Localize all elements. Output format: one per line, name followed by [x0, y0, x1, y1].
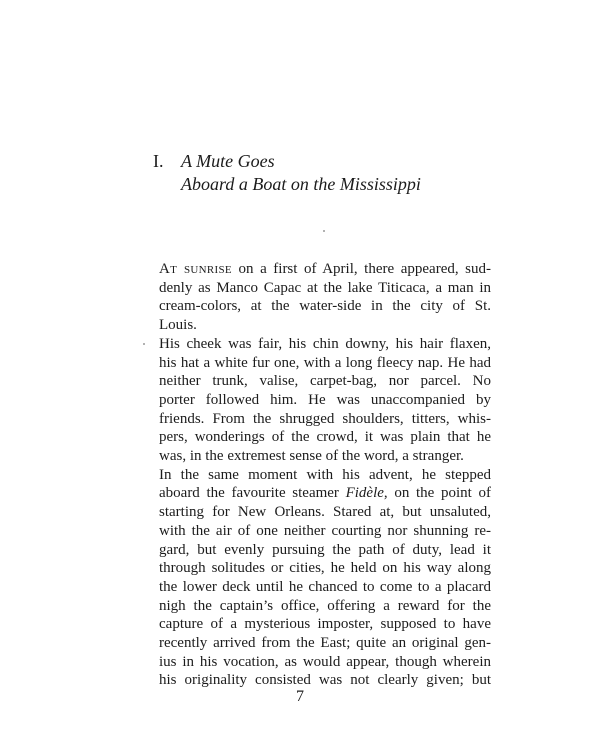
text-line: neither trunk, valise, carpet-bag, nor parcel. No	[159, 373, 491, 390]
text-line: nigh the captain’s office, offering a reward for the	[159, 597, 491, 614]
scan-speck	[323, 230, 325, 232]
text-line: friends. From the shrugged shoulders, titters, whis-	[159, 410, 491, 427]
text-line: aboard the favourite steamer	[159, 485, 346, 502]
chapter-title-line-1: A Mute Goes	[181, 151, 275, 171]
text-line: on a first of April, there appeared, sud-	[231, 261, 491, 277]
chapter-title-line-2: Aboard a Boat on the Mississippi	[181, 174, 421, 194]
page-number: 7	[296, 688, 304, 705]
text-line: capture of a mysterious imposter, supposed to have	[159, 616, 491, 633]
paragraph-1	[147, 260, 491, 335]
text-line: gard, but evenly pursuing the path of duty, lead it	[159, 541, 491, 558]
text-line: recently arrived from the East; quite an original gen-	[159, 635, 491, 652]
text-line: pers, wonderings of the crowd, it was plain that he	[159, 429, 491, 446]
text-line: His cheek was fair, his chin downy, his hair flaxen,	[159, 335, 491, 352]
ship-name: Fidèle	[345, 485, 384, 502]
text-line: his hat a white fur one, with a long fleecy nap. He had	[159, 354, 491, 371]
text-line: porter followed him. He was unaccompanied by	[159, 391, 491, 408]
text-line: ius in his vocation, as would appear, though wherein	[159, 653, 491, 670]
text-line: was, in the extremest sense of the word, a stranger.	[159, 448, 464, 465]
text-line: with the air of one neither courting nor shunning re-	[159, 522, 491, 539]
text-line: the lower deck until he chanced to come to a placard	[159, 578, 491, 595]
text-line: In the same moment with his advent, he stepped	[159, 466, 491, 483]
scan-speck	[143, 343, 145, 345]
text-line: denly as Manco Capac at the lake Titicaca, a man in	[159, 279, 491, 296]
text-line: starting for New Orleans. Stared at, but unsaluted,	[159, 504, 491, 521]
opening-words: At sunrise	[159, 261, 232, 277]
text-line: , on the point of	[383, 485, 491, 502]
text-line: Louis.	[159, 317, 197, 334]
text-line: cream-colors, at the water-side in the city of St.	[159, 298, 491, 315]
text-line: through solitudes or cities, he held on his way along	[159, 560, 491, 577]
chapter-number: I.	[153, 151, 164, 171]
paragraph-3	[147, 466, 491, 690]
chapter-heading	[153, 150, 421, 196]
text-line: his originality consisted was not clearly given; but	[159, 672, 491, 689]
body-text	[147, 260, 491, 690]
paragraph-2	[147, 335, 491, 466]
